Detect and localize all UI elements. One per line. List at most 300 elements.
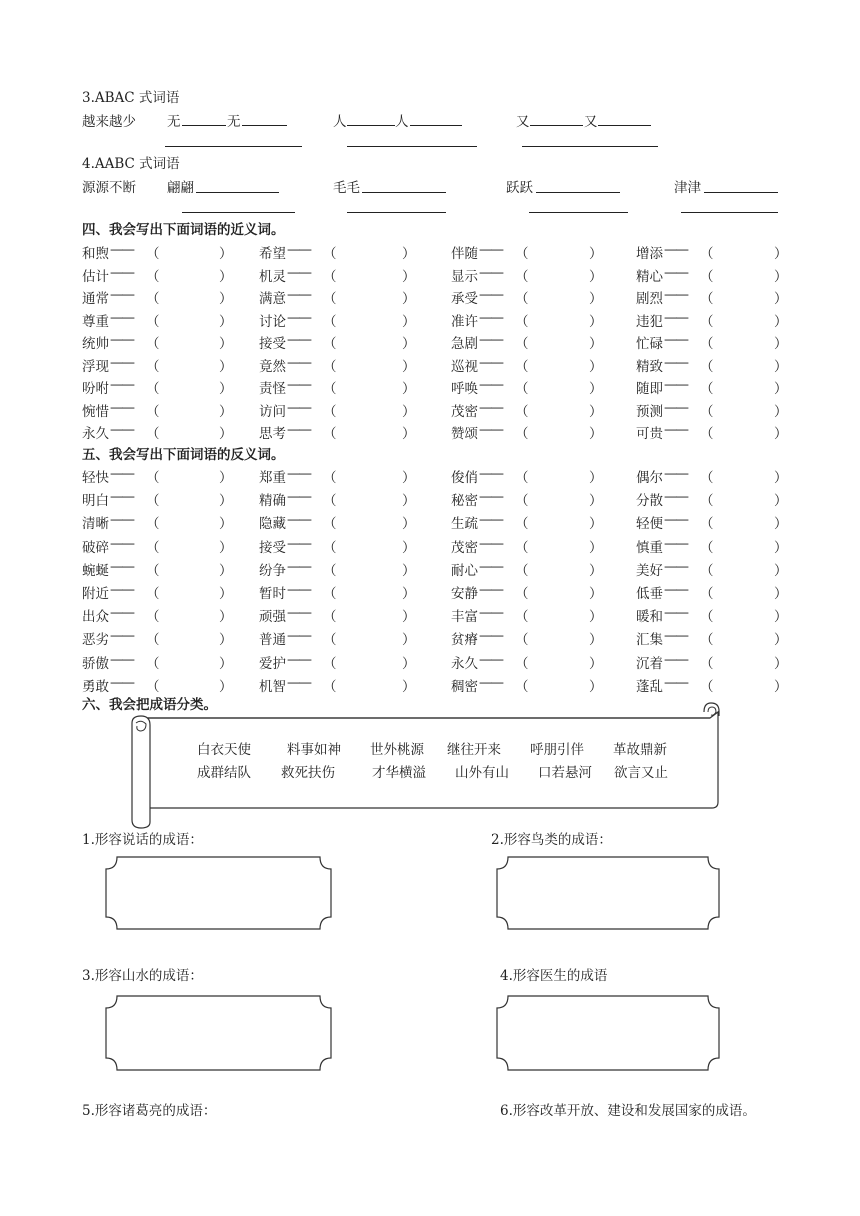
synonym-open-paren: （ [700, 313, 714, 330]
synonym-close-paren: ） [219, 426, 233, 442]
antonym-close-paren: ） [774, 516, 788, 533]
synonym-dash: —— [110, 242, 133, 258]
antonym-dash: —— [287, 674, 310, 691]
synonym-open-paren: （ [323, 426, 337, 442]
aabc-item-1: 翩翩 [167, 180, 194, 196]
category-1-answer-box[interactable] [115, 862, 320, 926]
synonym-open-paren: （ [515, 426, 529, 442]
antonym-open-paren: （ [323, 470, 337, 486]
antonym-close-paren: ） [589, 562, 603, 579]
antonym-word: 勇敢 [82, 678, 109, 695]
antonym-open-paren: （ [323, 678, 337, 695]
antonym-open-paren: （ [146, 609, 160, 626]
synonym-word: 接受 [259, 336, 286, 352]
synonym-open-paren: （ [515, 358, 529, 375]
antonym-dash: —— [479, 535, 502, 552]
category-3-answer-box[interactable] [115, 1001, 320, 1067]
synonym-close-paren: ） [774, 336, 788, 352]
synonym-dash: —— [479, 422, 502, 438]
synonym-dash: —— [664, 242, 687, 258]
antonym-word: 爱护 [259, 655, 286, 672]
synonym-dash: —— [479, 332, 502, 348]
synonym-open-paren: （ [323, 381, 337, 397]
synonym-word: 显示 [451, 268, 478, 285]
antonym-open-paren: （ [700, 539, 714, 556]
antonym-open-paren: （ [323, 493, 337, 510]
synonym-open-paren: （ [515, 291, 529, 307]
synonym-word: 巡视 [451, 358, 478, 375]
aabc-item-3: 跃跃 [506, 180, 533, 196]
synonym-word: 通常 [82, 291, 109, 307]
synonym-word: 责怪 [259, 381, 286, 397]
synonym-word: 思考 [259, 426, 286, 442]
synonym-dash: —— [479, 399, 502, 416]
synonym-dash: —— [287, 287, 310, 303]
aabc-example: 源源不断 [82, 180, 136, 196]
synonym-dash: —— [479, 354, 502, 371]
idiom-item[interactable]: 世外桃源 [370, 742, 424, 758]
synonym-close-paren: ） [219, 313, 233, 330]
synonym-close-paren: ） [774, 381, 788, 397]
antonym-close-paren: ） [774, 470, 788, 486]
antonym-close-paren: ） [219, 470, 233, 486]
antonym-open-paren: （ [323, 516, 337, 533]
antonym-open-paren: （ [700, 562, 714, 579]
antonym-dash: —— [287, 582, 310, 598]
synonym-word: 急剧 [451, 336, 478, 352]
synonym-close-paren: ） [402, 246, 416, 262]
antonym-close-paren: ） [402, 562, 416, 579]
antonym-word: 分散 [636, 493, 663, 510]
antonym-open-paren: （ [515, 655, 529, 672]
antonym-close-paren: ） [774, 655, 788, 672]
antonym-open-paren: （ [515, 562, 529, 579]
synonym-dash: —— [110, 287, 133, 303]
antonym-word: 机智 [259, 678, 286, 695]
antonym-dash: —— [664, 558, 687, 575]
antonym-close-paren: ） [774, 632, 788, 649]
antonym-close-paren: ） [774, 562, 788, 579]
antonym-open-paren: （ [323, 586, 337, 602]
synonym-dash: —— [664, 264, 687, 281]
antonym-dash: —— [287, 651, 310, 668]
synonym-close-paren: ） [219, 291, 233, 307]
synonym-close-paren: ） [589, 358, 603, 375]
antonym-dash: —— [479, 512, 502, 529]
synonym-dash: —— [110, 354, 133, 371]
synonym-close-paren: ） [589, 246, 603, 262]
antonym-word: 接受 [259, 539, 286, 556]
synonym-dash: —— [479, 242, 502, 258]
antonym-word: 偶尔 [636, 470, 663, 486]
synonym-dash: —— [479, 309, 502, 326]
antonym-close-paren: ） [402, 655, 416, 672]
antonym-close-paren: ） [402, 586, 416, 602]
synonym-word: 永久 [82, 426, 109, 442]
synonym-dash: —— [664, 287, 687, 303]
antonym-word: 轻便 [636, 516, 663, 533]
antonym-dash: —— [287, 535, 310, 552]
antonym-close-paren: ） [402, 632, 416, 649]
antonym-dash: —— [110, 512, 133, 529]
antonym-dash: —— [664, 674, 687, 691]
synonym-dash: —— [110, 399, 133, 416]
idiom-item[interactable]: 成群结队 [197, 765, 251, 781]
antonym-close-paren: ） [589, 655, 603, 672]
antonym-open-paren: （ [515, 539, 529, 556]
antonym-dash: —— [110, 674, 133, 691]
antonym-dash: —— [287, 512, 310, 529]
synonym-close-paren: ） [589, 381, 603, 397]
synonym-close-paren: ） [219, 381, 233, 397]
abac-example: 越来越少 [82, 114, 136, 130]
abac-item-1-a: 无 [167, 114, 181, 130]
abac-item-2-b: 人 [395, 114, 409, 130]
antonym-word: 贫瘠 [451, 632, 478, 649]
synonym-dash: —— [110, 264, 133, 281]
antonym-dash: —— [479, 489, 502, 506]
synonym-open-paren: （ [323, 403, 337, 420]
antonym-dash: —— [110, 628, 133, 645]
antonym-close-paren: ） [774, 539, 788, 556]
antonym-close-paren: ） [774, 678, 788, 695]
antonym-open-paren: （ [515, 493, 529, 510]
antonym-open-paren: （ [700, 586, 714, 602]
synonym-word: 尊重 [82, 313, 109, 330]
antonym-open-paren: （ [146, 678, 160, 695]
antonym-close-paren: ） [219, 632, 233, 649]
synonym-open-paren: （ [700, 291, 714, 307]
synonym-close-paren: ） [402, 336, 416, 352]
antonym-word: 蓬乱 [636, 678, 663, 695]
antonym-close-paren: ） [402, 539, 416, 556]
synonym-word: 茂密 [451, 403, 478, 420]
antonym-close-paren: ） [774, 609, 788, 626]
synonym-close-paren: ） [774, 426, 788, 442]
synonym-dash: —— [287, 377, 310, 393]
synonym-open-paren: （ [700, 426, 714, 442]
antonym-close-paren: ） [402, 470, 416, 486]
idioms-heading: 六、我会把成语分类。 [82, 697, 217, 713]
synonym-close-paren: ） [589, 426, 603, 442]
category-4-answer-box[interactable] [506, 1001, 709, 1067]
synonym-open-paren: （ [700, 246, 714, 262]
antonym-close-paren: ） [402, 609, 416, 626]
antonym-dash: —— [479, 605, 502, 622]
synonym-dash: —— [110, 332, 133, 348]
synonym-dash: —— [110, 422, 133, 438]
synonym-dash: —— [110, 377, 133, 393]
antonym-open-paren: （ [323, 655, 337, 672]
synonym-close-paren: ） [402, 313, 416, 330]
antonym-dash: —— [110, 489, 133, 506]
antonym-word: 茂密 [451, 539, 478, 556]
synonym-close-paren: ） [589, 268, 603, 285]
antonym-close-paren: ） [219, 539, 233, 556]
antonym-dash: —— [479, 466, 502, 482]
synonym-word: 承受 [451, 291, 478, 307]
antonym-dash: —— [664, 651, 687, 668]
category-5-label: 5.形容诸葛亮的成语： [82, 1103, 217, 1119]
antonym-open-paren: （ [515, 586, 529, 602]
antonym-word: 郑重 [259, 470, 286, 486]
abac-item-3-a: 又 [516, 114, 530, 130]
antonym-word: 低垂 [636, 586, 663, 602]
synonym-word: 呼唤 [451, 381, 478, 397]
antonym-word: 汇集 [636, 632, 663, 649]
synonym-word: 竟然 [259, 358, 286, 375]
synonym-close-paren: ） [402, 291, 416, 307]
synonym-dash: —— [287, 332, 310, 348]
aabc-heading: 4.AABC 式词语 [82, 156, 180, 172]
synonym-word: 讨论 [259, 313, 286, 330]
synonym-close-paren: ） [774, 268, 788, 285]
antonym-dash: —— [664, 512, 687, 529]
antonym-word: 暖和 [636, 609, 663, 626]
antonym-dash: —— [479, 558, 502, 575]
synonym-dash: —— [287, 264, 310, 281]
antonym-dash: —— [110, 535, 133, 552]
antonym-dash: —— [479, 628, 502, 645]
synonym-open-paren: （ [323, 336, 337, 352]
synonym-dash: —— [110, 309, 133, 326]
synonym-close-paren: ） [402, 358, 416, 375]
antonym-open-paren: （ [323, 609, 337, 626]
synonym-close-paren: ） [589, 291, 603, 307]
idiom-item[interactable]: 欲言又止 [614, 765, 668, 781]
antonym-word: 纷争 [259, 562, 286, 579]
synonym-word: 满意 [259, 291, 286, 307]
antonym-word: 安静 [451, 586, 478, 602]
antonym-word: 稠密 [451, 678, 478, 695]
idiom-item[interactable]: 才华横溢 [372, 765, 426, 781]
antonym-word: 骄傲 [82, 655, 109, 672]
synonym-word: 赞颂 [451, 426, 478, 442]
synonym-close-paren: ） [219, 268, 233, 285]
synonym-word: 统帅 [82, 336, 109, 352]
antonym-open-paren: （ [515, 516, 529, 533]
antonym-dash: —— [110, 466, 133, 482]
synonym-dash: —— [664, 399, 687, 416]
idiom-item[interactable]: 山外有山 [455, 765, 509, 781]
idiom-item[interactable]: 白衣天使 [197, 742, 251, 758]
antonym-close-paren: ） [402, 493, 416, 510]
synonym-open-paren: （ [700, 381, 714, 397]
antonym-dash: —— [479, 674, 502, 691]
antonym-open-paren: （ [146, 586, 160, 602]
synonym-close-paren: ） [774, 313, 788, 330]
antonym-open-paren: （ [700, 609, 714, 626]
synonym-dash: —— [479, 377, 502, 393]
antonym-word: 精确 [259, 493, 286, 510]
synonym-dash: —— [664, 332, 687, 348]
antonym-word: 俊俏 [451, 470, 478, 486]
synonym-close-paren: ） [219, 358, 233, 375]
antonym-open-paren: （ [323, 632, 337, 649]
synonym-open-paren: （ [146, 381, 160, 397]
antonym-word: 丰富 [451, 609, 478, 626]
antonym-open-paren: （ [146, 493, 160, 510]
synonym-close-paren: ） [219, 336, 233, 352]
antonym-dash: —— [664, 489, 687, 506]
antonym-dash: —— [479, 582, 502, 598]
antonym-word: 暂时 [259, 586, 286, 602]
antonym-open-paren: （ [700, 632, 714, 649]
synonym-open-paren: （ [515, 403, 529, 420]
antonym-open-paren: （ [700, 470, 714, 486]
antonym-open-paren: （ [515, 470, 529, 486]
antonym-close-paren: ） [589, 678, 603, 695]
antonym-word: 附近 [82, 586, 109, 602]
antonym-close-paren: ） [402, 678, 416, 695]
synonym-open-paren: （ [146, 403, 160, 420]
idiom-item[interactable]: 继往开来 [447, 742, 501, 758]
antonym-close-paren: ） [219, 586, 233, 602]
synonym-dash: —— [664, 309, 687, 326]
synonym-word: 可贵 [636, 426, 663, 442]
synonym-close-paren: ） [219, 246, 233, 262]
synonym-dash: —— [287, 399, 310, 416]
category-6-label: 6.形容改革开放、建设和发展国家的成语。 [500, 1103, 756, 1119]
antonym-word: 耐心 [451, 562, 478, 579]
synonym-word: 预测 [636, 403, 663, 420]
idiom-item[interactable]: 呼朋引伴 [530, 742, 584, 758]
synonym-close-paren: ） [774, 246, 788, 262]
idiom-item[interactable]: 救死扶伤 [281, 765, 335, 781]
synonym-word: 精致 [636, 358, 663, 375]
synonym-close-paren: ） [589, 313, 603, 330]
synonym-word: 吩咐 [82, 381, 109, 397]
synonym-dash: —— [664, 422, 687, 438]
synonym-open-paren: （ [515, 336, 529, 352]
antonym-close-paren: ） [589, 539, 603, 556]
antonyms-heading: 五、我会写出下面词语的反义词。 [82, 447, 285, 463]
antonym-close-paren: ） [402, 516, 416, 533]
antonym-open-paren: （ [146, 470, 160, 486]
synonym-word: 增添 [636, 246, 663, 262]
antonym-word: 秘密 [451, 493, 478, 510]
category-1-label: 1.形容说话的成语： [82, 832, 203, 848]
antonym-dash: —— [287, 466, 310, 482]
antonym-word: 恶劣 [82, 632, 109, 649]
antonym-open-paren: （ [700, 655, 714, 672]
antonym-open-paren: （ [146, 632, 160, 649]
synonym-word: 机灵 [259, 268, 286, 285]
antonym-dash: —— [664, 535, 687, 552]
synonym-dash: —— [287, 309, 310, 326]
synonym-close-paren: ） [774, 291, 788, 307]
synonym-close-paren: ） [589, 336, 603, 352]
antonym-word: 永久 [451, 655, 478, 672]
antonym-dash: —— [287, 605, 310, 622]
antonym-dash: —— [479, 651, 502, 668]
antonym-word: 明白 [82, 493, 109, 510]
antonym-close-paren: ） [589, 493, 603, 510]
synonym-word: 随即 [636, 381, 663, 397]
synonym-open-paren: （ [515, 268, 529, 285]
antonym-dash: —— [664, 466, 687, 482]
synonym-close-paren: ） [402, 268, 416, 285]
antonym-word: 蜿蜒 [82, 562, 109, 579]
antonym-word: 慎重 [636, 539, 663, 556]
category-4-label: 4.形容医生的成语 [500, 968, 608, 984]
synonym-word: 精心 [636, 268, 663, 285]
synonym-open-paren: （ [146, 336, 160, 352]
synonym-close-paren: ） [774, 358, 788, 375]
abac-item-2-a: 人 [333, 114, 347, 130]
idiom-item[interactable]: 口若悬河 [538, 765, 592, 781]
synonym-open-paren: （ [146, 358, 160, 375]
antonym-open-paren: （ [146, 539, 160, 556]
synonym-open-paren: （ [323, 291, 337, 307]
synonym-open-paren: （ [146, 268, 160, 285]
idiom-item[interactable]: 革故鼎新 [613, 742, 667, 758]
abac-item-3-b: 又 [584, 114, 598, 130]
antonym-word: 清晰 [82, 516, 109, 533]
synonym-dash: —— [287, 422, 310, 438]
synonym-open-paren: （ [323, 358, 337, 375]
antonym-dash: —— [664, 605, 687, 622]
synonym-word: 准许 [451, 313, 478, 330]
antonym-close-paren: ） [589, 632, 603, 649]
antonym-dash: —— [664, 628, 687, 645]
antonym-word: 出众 [82, 609, 109, 626]
synonym-open-paren: （ [700, 403, 714, 420]
antonym-close-paren: ） [589, 586, 603, 602]
synonym-open-paren: （ [515, 313, 529, 330]
antonym-open-paren: （ [323, 539, 337, 556]
category-3-label: 3.形容山水的成语： [82, 968, 203, 984]
antonym-word: 沉着 [636, 655, 663, 672]
antonym-close-paren: ） [219, 655, 233, 672]
idiom-item[interactable]: 料事如神 [287, 742, 341, 758]
antonym-word: 生疏 [451, 516, 478, 533]
antonym-word: 普通 [259, 632, 286, 649]
antonym-open-paren: （ [146, 562, 160, 579]
synonym-dash: —— [664, 377, 687, 393]
aabc-item-4: 津津 [674, 180, 701, 196]
synonym-close-paren: ） [402, 403, 416, 420]
antonym-close-paren: ） [219, 516, 233, 533]
category-2-label: 2.形容鸟类的成语： [491, 832, 612, 848]
synonym-dash: —— [479, 264, 502, 281]
antonym-dash: —— [110, 651, 133, 668]
antonym-open-paren: （ [146, 516, 160, 533]
synonyms-heading: 四、我会写出下面词语的近义词。 [82, 222, 285, 238]
category-2-answer-box[interactable] [506, 862, 709, 926]
synonym-word: 希望 [259, 246, 286, 262]
antonym-open-paren: （ [515, 678, 529, 695]
synonym-open-paren: （ [700, 336, 714, 352]
abac-heading: 3.ABAC 式词语 [82, 90, 180, 106]
antonym-close-paren: ） [774, 493, 788, 510]
antonym-word: 美好 [636, 562, 663, 579]
synonym-open-paren: （ [323, 268, 337, 285]
synonym-close-paren: ） [589, 403, 603, 420]
synonym-word: 剧烈 [636, 291, 663, 307]
antonym-open-paren: （ [700, 678, 714, 695]
antonym-close-paren: ） [219, 562, 233, 579]
synonym-close-paren: ） [402, 381, 416, 397]
synonym-word: 惋惜 [82, 403, 109, 420]
antonym-close-paren: ） [589, 609, 603, 626]
antonym-dash: —— [287, 558, 310, 575]
synonym-word: 估计 [82, 268, 109, 285]
antonym-close-paren: ） [219, 493, 233, 510]
antonym-open-paren: （ [323, 562, 337, 579]
synonym-word: 访问 [259, 403, 286, 420]
antonym-word: 隐藏 [259, 516, 286, 533]
